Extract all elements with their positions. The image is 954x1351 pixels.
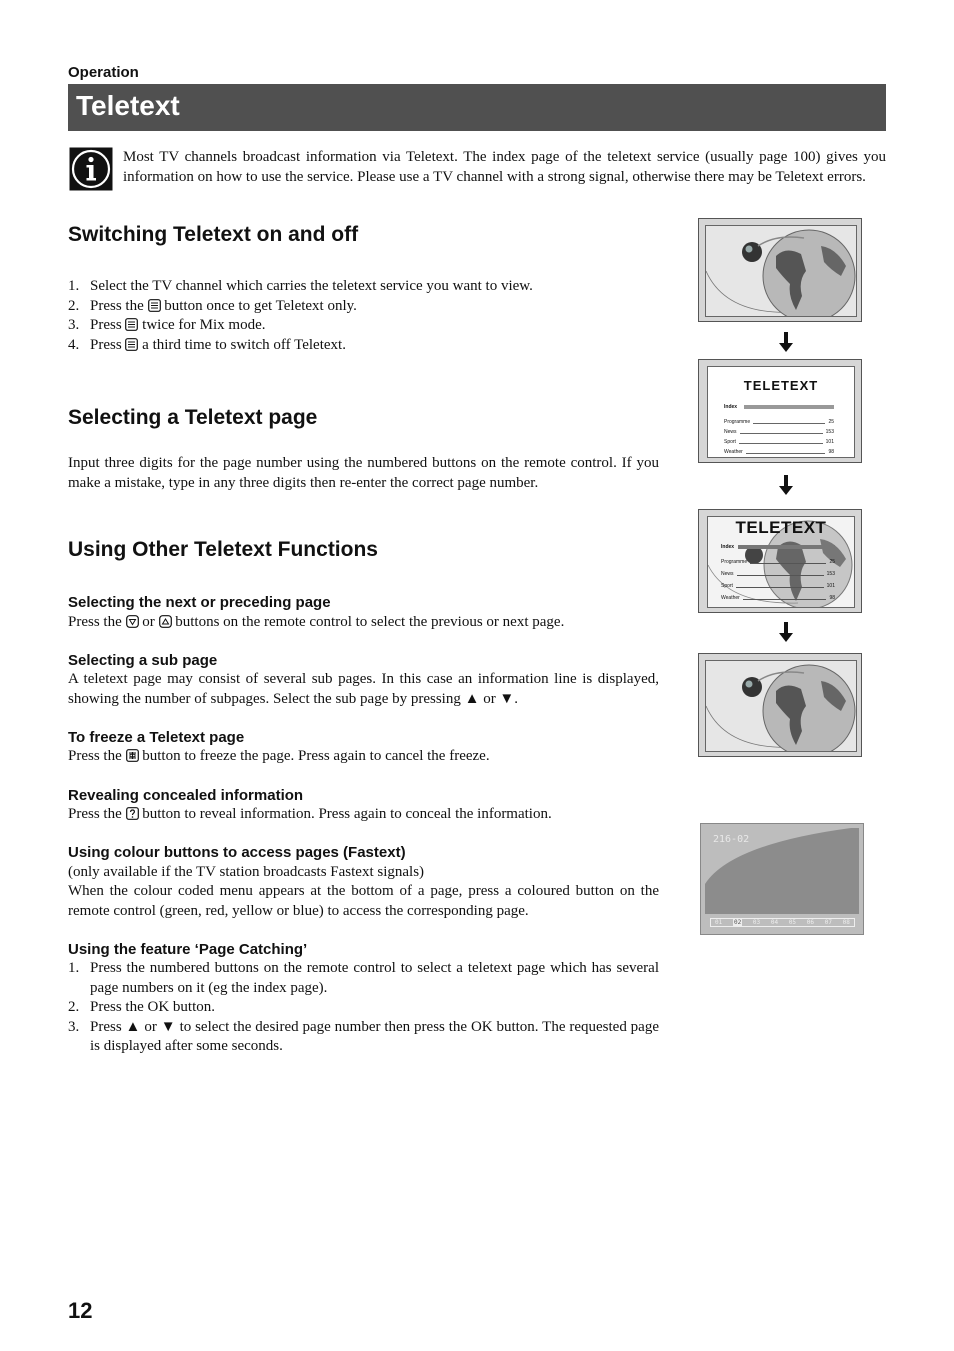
list-item: 1. Select the TV channel which carries the teletext service you want to view. [68,278,533,294]
heading-next-prev: Selecting the next or preceding page [68,594,331,611]
reveal-button-icon [126,807,139,820]
index-title: Index [724,404,738,410]
subpage-item-selected: 02 [733,919,742,926]
info-icon [69,147,113,191]
intro-text: Most TV channels broadcast information via Teletext. The index page of the teletext service (usually page 100) gives you information on how to use the service. Please use a TV channel with a strong signal, otherwise there may be Teletext errors. [123,149,886,185]
fastext-screen [700,823,864,935]
fastext-text: When the colour coded menu appears at the bottom of a page, press a coloured button on the remote control (green, red, yellow or blue) to access the corresponding page. [68,883,659,919]
heading-switching: Switching Teletext on and off [68,223,359,246]
sub-page-text: A teletext page may consist of several sub pages. In this case an information line is displayed, showing the number of subpages. Select the sub page by pressing ▲ or ▼. [68,671,659,707]
freeze-text: Press the button to freeze the page. Press again to cancel the freeze. [68,748,490,764]
list-item: 3. Press ▲ or ▼ to select the desired page number then press the OK button. The requested page is displayed after some seconds. [68,1018,659,1055]
heading-fastext: Using colour buttons to access pages (Fastext) [68,844,406,861]
index-row: Programme 25 [721,559,835,565]
globe-illustration [706,661,856,751]
page-title: Teletext [76,90,180,121]
index-row: Weather 98 [724,449,834,455]
index-list [721,553,835,601]
list-item: 3. Press twice for Mix mode. [68,317,266,334]
heading-other-functions: Using Other Teletext Functions [68,538,378,561]
subpage-item: 04 [770,919,779,926]
subpage-item: 08 [842,919,850,926]
heading-sub-page: Selecting a sub page [68,652,218,669]
index-title: Index [721,544,735,550]
tv-screen-picture [698,218,862,322]
fastext-page-number: 216-02 [713,834,750,845]
tv-screen-mix [698,509,862,613]
title-bar [68,84,886,131]
teletext-logo: TELETEXT [743,378,819,393]
hold-button-icon [126,749,139,762]
index-row: News 153 [721,571,835,577]
down-arrow-icon [779,332,793,352]
teletext-index-screen [707,366,855,458]
subpage-item: 07 [824,919,832,926]
index-row: News 153 [724,429,834,435]
globe-picture [705,660,857,752]
subpage-item: 06 [806,919,814,926]
list-item: 4. Press a third time to switch off Teletext. [68,336,346,353]
page-catching-steps [68,959,659,1057]
subpage-item: 05 [788,919,797,926]
fastext-note: (only available if the TV station broadcasts Fastext signals) [68,864,425,880]
page-down-button-icon [126,615,139,628]
heading-reveal: Revealing concealed information [68,787,304,804]
heading-page-catching: Using the feature ‘Page Catching’ [68,941,308,958]
down-arrow-icon [779,622,793,642]
index-bar [744,405,834,409]
list-item: 2. Press the OK button. [68,999,215,1016]
globe-picture [705,225,857,317]
list-item: 2. Press the button once to get Teletext only. [68,297,357,314]
heading-selecting-page: Selecting a Teletext page [68,406,318,429]
index-row: Programme 25 [724,419,834,425]
index-row: Sport 101 [721,583,835,589]
index-list [724,415,834,455]
index-row: Weather 98 [721,595,835,601]
globe-illustration [706,226,856,316]
index-row: Sport 101 [724,439,834,445]
teletext-button-icon [125,318,138,331]
teletext-button-icon [125,338,138,351]
down-arrow-icon [779,475,793,495]
fastext-subpage-bar [710,918,855,927]
heading-freeze: To freeze a Teletext page [68,729,245,746]
next-prev-text: Press the or buttons on the remote control to select the previous or next page. [68,614,565,630]
tv-screen-teletext [698,359,862,463]
reveal-text: Press the button to reveal information. Press again to conceal the information. [68,806,552,822]
tv-screen-picture [698,653,862,757]
list-item: 1. Press the numbered buttons on the remote control to select a teletext page which has several page numbers on it (eg the index page). [68,960,659,996]
subpage-item: 03 [752,919,761,926]
mix-mode-screen [707,516,855,608]
teletext-button-icon [148,299,161,312]
index-bar [738,545,835,549]
selecting-page-text: Input three digits for the page number using the numbered buttons on the remote control. If you make a mistake, type in any three digits then re-enter the correct page number. [68,455,659,491]
teletext-logo: TELETEXT [735,518,827,537]
section-label: Operation [68,64,139,81]
page-up-button-icon [159,615,172,628]
switching-steps [68,277,668,355]
subpage-item: 01 [715,919,723,926]
page-number: 12 [68,1298,93,1323]
